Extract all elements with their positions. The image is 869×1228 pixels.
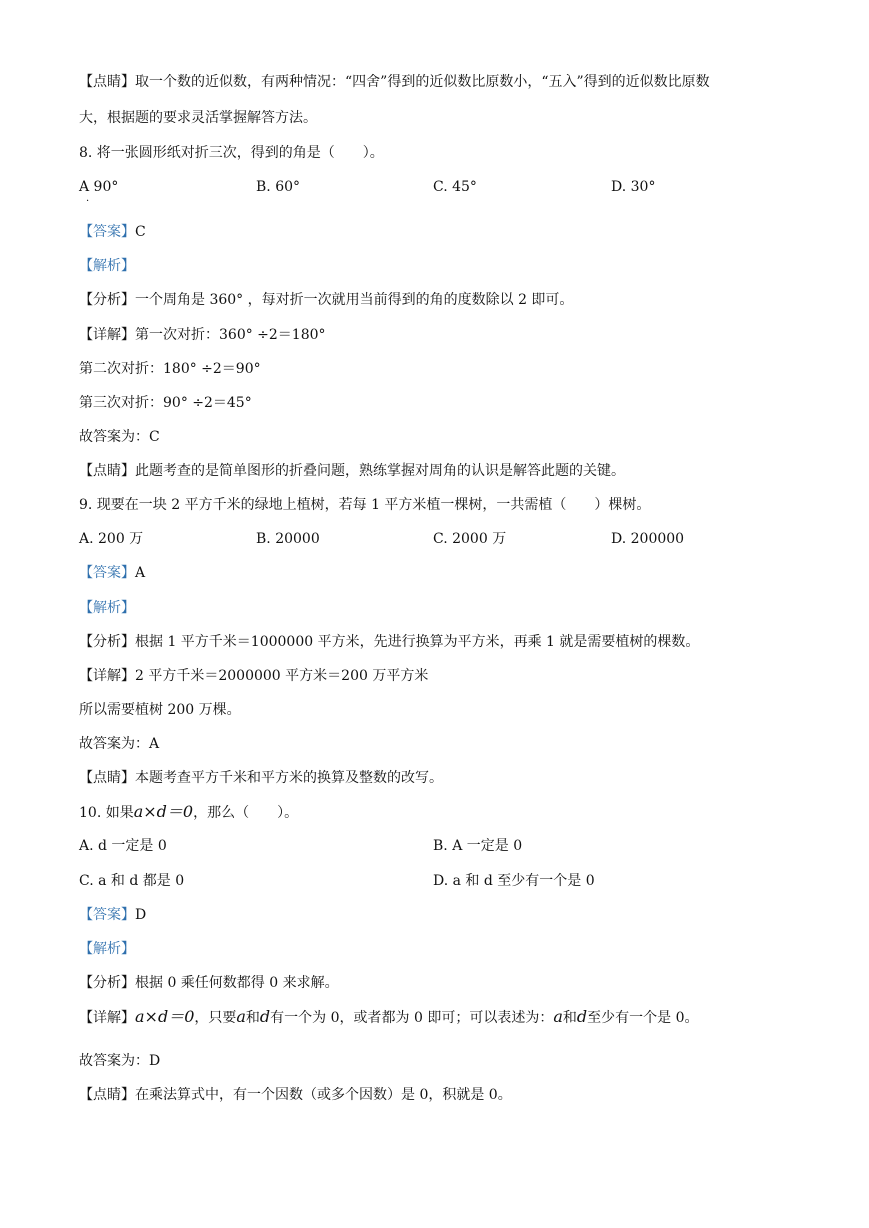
dianjing-tag: 【点睛】 (79, 770, 135, 786)
q9-fenxi (79, 632, 699, 652)
dianjing-text: 取一个数的近似数，有两种情况：“四舍”得到的近似数比原数小，“五入”得到的近似数比原数 (135, 74, 710, 90)
answer-value: C (135, 224, 146, 240)
var-a: a (236, 1007, 246, 1026)
q8-xiangjie (79, 325, 326, 345)
q9-option-d: D. 200000 (611, 531, 685, 547)
var-d-2: d (576, 1007, 588, 1026)
q9-conclusion: 故答案为：A (79, 736, 160, 752)
xiangjie-text: 第一次对折：360° ÷2＝180° (135, 327, 326, 343)
q10-option-a: A. d 一定是 0 (79, 838, 167, 854)
q8-step2: 第二次对折：180° ÷2＝90° (79, 361, 261, 377)
fenxi-tag: 【分析】 (79, 292, 135, 308)
xiangjie-tag: 【详解】 (79, 668, 135, 684)
q10-stem (79, 802, 298, 823)
q10-xiangjie (79, 1007, 699, 1028)
answer-value: A (135, 565, 146, 581)
xiangjie-formula: a×d＝0 (135, 1007, 195, 1026)
q9-option-c: C. 2000 万 (433, 531, 507, 547)
q9-stem: 9. 现要在一块 2 平方千米的绿地上植树，若每 1 平方米植一棵树，一共需植（ ）棵树。 (79, 497, 651, 513)
dianjing-text: 此题考查的是简单图形的折叠问题，熟练掌握对周角的认识是解答此题的关键。 (135, 463, 625, 479)
fenxi-text: 一个周角是 360° ，每对折一次就用当前得到的角的度数除以 2 即可。 (135, 292, 574, 308)
answer-tag: 【答案】 (79, 907, 135, 923)
xiangjie-text: 2 平方千米＝2000000 平方米＝200 万平方米 (135, 668, 429, 684)
q10-analysis-tag: 【解析】 (79, 941, 135, 957)
q8-fenxi (79, 290, 573, 310)
q10-option-b: B. A 一定是 0 (433, 838, 523, 854)
q9-analysis-tag: 【解析】 (79, 600, 135, 616)
q9-xiangjie (79, 666, 428, 686)
stem-suffix: ，那么（ ）。 (193, 805, 299, 821)
dianjing-tag: 【点睛】 (79, 1087, 135, 1103)
q10-option-c: C. a 和 d 都是 0 (79, 873, 185, 889)
var-a-2: a (553, 1007, 563, 1026)
answer-tag: 【答案】 (79, 224, 135, 240)
stray-dot: · (86, 196, 90, 207)
xiangjie-text-3: 有一个为 0，或者都为 0 即可；可以表述为： (270, 1010, 554, 1026)
xiangjie-tag: 【详解】 (79, 1010, 135, 1026)
var-d: d (259, 1007, 271, 1026)
stem-prefix: 10. 如果 (79, 805, 134, 821)
q10-option-d: D. a 和 d 至少有一个是 0 (433, 873, 595, 889)
q8-dianjing (79, 461, 625, 481)
dianjing-tag: 【点睛】 (79, 74, 135, 90)
q7-dianjing-line2: 大，根据题的要求灵活掌握解答方法。 (79, 110, 317, 126)
answer-tag: 【答案】 (79, 565, 135, 581)
q10-fenxi (79, 973, 339, 993)
q7-dianjing-line1 (79, 72, 710, 92)
fenxi-tag: 【分析】 (79, 634, 135, 650)
q8-conclusion: 故答案为：C (79, 429, 160, 445)
q10-dianjing (79, 1085, 512, 1105)
fenxi-tag: 【分析】 (79, 975, 135, 991)
q8-option-d: D. 30° (611, 179, 656, 195)
q8-option-b: B. 60° (256, 179, 301, 195)
stem-formula: a×d＝0 (133, 802, 194, 821)
q8-step3: 第三次对折：90° ÷2＝45° (79, 395, 252, 411)
fenxi-text: 根据 0 乘任何数都得 0 来求解。 (135, 975, 339, 991)
xiangjie-text-2: 和 (245, 1010, 260, 1026)
q8-analysis-tag: 【解析】 (79, 258, 135, 274)
q9-dianjing (79, 768, 443, 788)
xiangjie-text-4: 和 (562, 1010, 577, 1026)
dianjing-text: 本题考查平方千米和平方米的换算及整数的改写。 (135, 770, 443, 786)
q9-line2: 所以需要植树 200 万棵。 (79, 702, 241, 718)
q10-answer (79, 905, 146, 925)
dianjing-text: 在乘法算式中，有一个因数（或多个因数）是 0，积就是 0。 (135, 1087, 512, 1103)
q8-option-c: C. 45° (433, 179, 477, 195)
q8-option-a: A 90° (79, 179, 119, 195)
xiangjie-text-1: ，只要 (194, 1010, 237, 1026)
xiangjie-text-5: 至少有一个是 0。 (587, 1010, 699, 1026)
q9-option-b: B. 20000 (256, 531, 320, 547)
xiangjie-tag: 【详解】 (79, 327, 135, 343)
q8-answer (79, 222, 146, 242)
q9-answer (79, 563, 145, 583)
dianjing-tag: 【点睛】 (79, 463, 135, 479)
fenxi-text: 根据 1 平方千米＝1000000 平方米，先进行换算为平方米，再乘 1 就是需要植树的棵数。 (135, 634, 700, 650)
answer-value: D (135, 907, 147, 923)
q10-conclusion: 故答案为：D (79, 1053, 161, 1069)
q9-option-a: A. 200 万 (79, 531, 144, 547)
q8-stem: 8. 将一张圆形纸对折三次，得到的角是（ ）。 (79, 145, 384, 161)
